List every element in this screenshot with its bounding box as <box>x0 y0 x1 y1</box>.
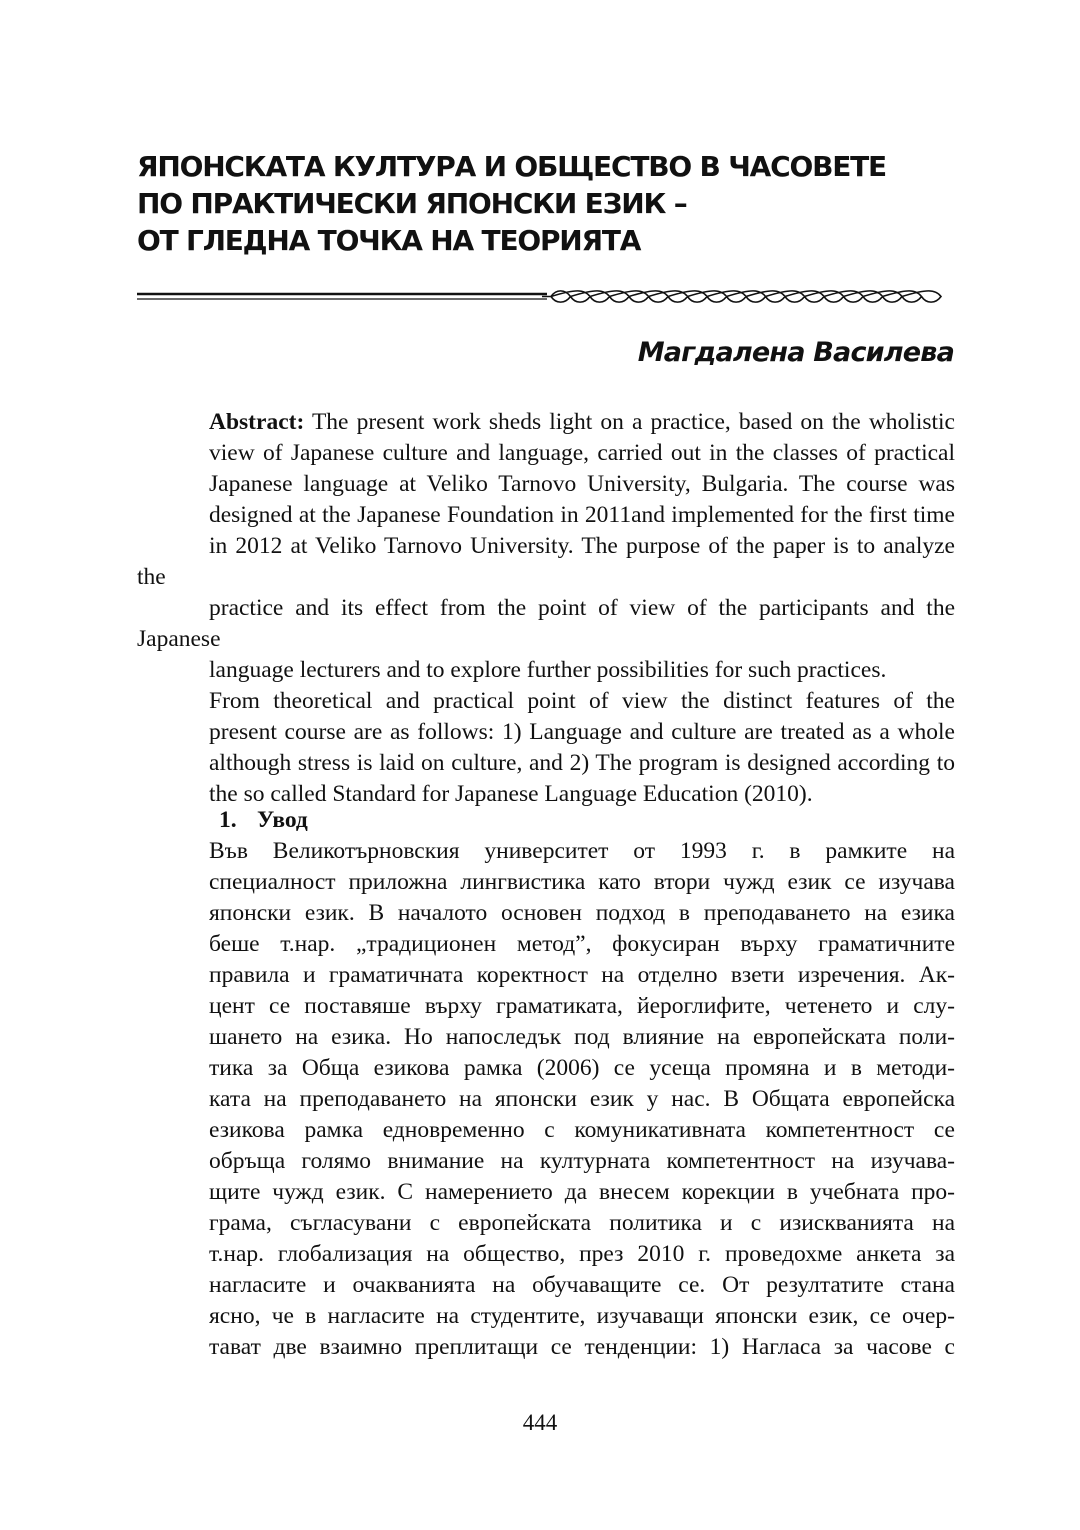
title-line-2: ПО ПРАКТИЧЕСКИ ЯПОНСКИ ЕЗИК – <box>137 187 687 220</box>
body-line: тика за Обща езикова рамка (2006) се усеща промяна и в методи- <box>209 1055 955 1081</box>
body-line: Във Великотърновския университет от 1993 г. в рамките на <box>209 838 955 864</box>
body-line: японски език. В началото основен подход в преподаването на езика <box>209 900 955 926</box>
body-line: специалност приложна лингвистика като втори чужд език се изучава <box>209 869 955 895</box>
abstract-label: Abstract: <box>209 409 305 435</box>
abstract-line: practice and its effect from the point of view of the participants and the Japanese <box>137 595 955 652</box>
body-line: ката на преподаването на японски език у нас. В Общата европейска <box>209 1086 955 1112</box>
abstract-line: language lecturers and to explore further possibilities for such practices. <box>209 657 887 683</box>
abstract-paragraph-2 <box>137 686 955 810</box>
title-line-3: ОТ ГЛЕДНА ТОЧКА НА ТЕОРИЯТА <box>137 224 641 257</box>
body-line: грама, съгласувани с европейската политика и с изискванията на <box>209 1210 955 1236</box>
body-line: езикова рамка едновременно с комуникативната компетентност се <box>209 1117 955 1143</box>
section-introduction <box>137 805 955 1363</box>
page-number: 444 <box>522 1410 558 1435</box>
body-line: шането на езика. Но напоследък под влияние на европейската поли- <box>209 1024 955 1050</box>
intro-paragraph <box>137 836 955 1363</box>
body-line: нагласите и очакванията на обучаващите се. От резултатите стана <box>209 1272 955 1298</box>
abstract-line: The present work sheds light on a practice, based on the wholistic <box>304 409 955 435</box>
abstract-line: designed at the Japanese Foundation in 2011and implemented for the first time <box>209 502 955 528</box>
section-title: Увод <box>257 807 308 833</box>
abstract-line: present course are as follows: 1) Language and culture are treated as a whole <box>209 719 955 745</box>
section-heading <box>137 805 955 836</box>
abstract-section <box>137 407 955 810</box>
author-name: Магдалена Василева <box>637 337 954 368</box>
body-line: щите чужд език. С намерението да внесем корекции в учебната про- <box>209 1179 955 1205</box>
body-line: т.нар. глобализация на общество, през 2010 г. проведохме анкета за <box>209 1241 955 1267</box>
body-line: беше т.нар. „традиционен метод”, фокусиран върху граматичните <box>209 931 955 957</box>
abstract-paragraph-1 <box>137 407 955 686</box>
body-line: ясно, че в нагласите на студентите, изучаващи японски език, се очер- <box>209 1303 955 1329</box>
abstract-line: view of Japanese culture and language, carried out in the classes of practical <box>209 440 955 466</box>
abstract-line: although stress is laid on culture, and 2) The program is designed according to <box>209 750 955 776</box>
body-line: тават две взаимно преплитащи се тенденции: 1) Нагласа за часове с <box>209 1334 955 1360</box>
body-line: правила и граматичната коректност на отделно взети изречения. Ак- <box>209 962 955 988</box>
body-line: цент се поставяше върху граматиката, йероглифите, четенето и слу- <box>209 993 955 1019</box>
section-number: 1. <box>219 807 237 833</box>
abstract-line: the so called Standard for Japanese Language Education (2010). <box>209 781 813 807</box>
abstract-line: in 2012 at Veliko Tarnovo University. The purpose of the paper is to analyze the <box>137 533 955 590</box>
abstract-line: Japanese language at Veliko Tarnovo University, Bulgaria. The course was <box>209 471 955 497</box>
body-line: обръща голямо внимание на културната компетентност на изучава- <box>209 1148 955 1174</box>
paper-title <box>137 148 957 259</box>
title-line-1: ЯПОНСКАТА КУЛТУРА И ОБЩЕСТВО В ЧАСОВЕТЕ <box>137 150 886 183</box>
ornamental-divider <box>137 287 955 307</box>
abstract-line: From theoretical and practical point of view the distinct features of the <box>209 688 955 714</box>
